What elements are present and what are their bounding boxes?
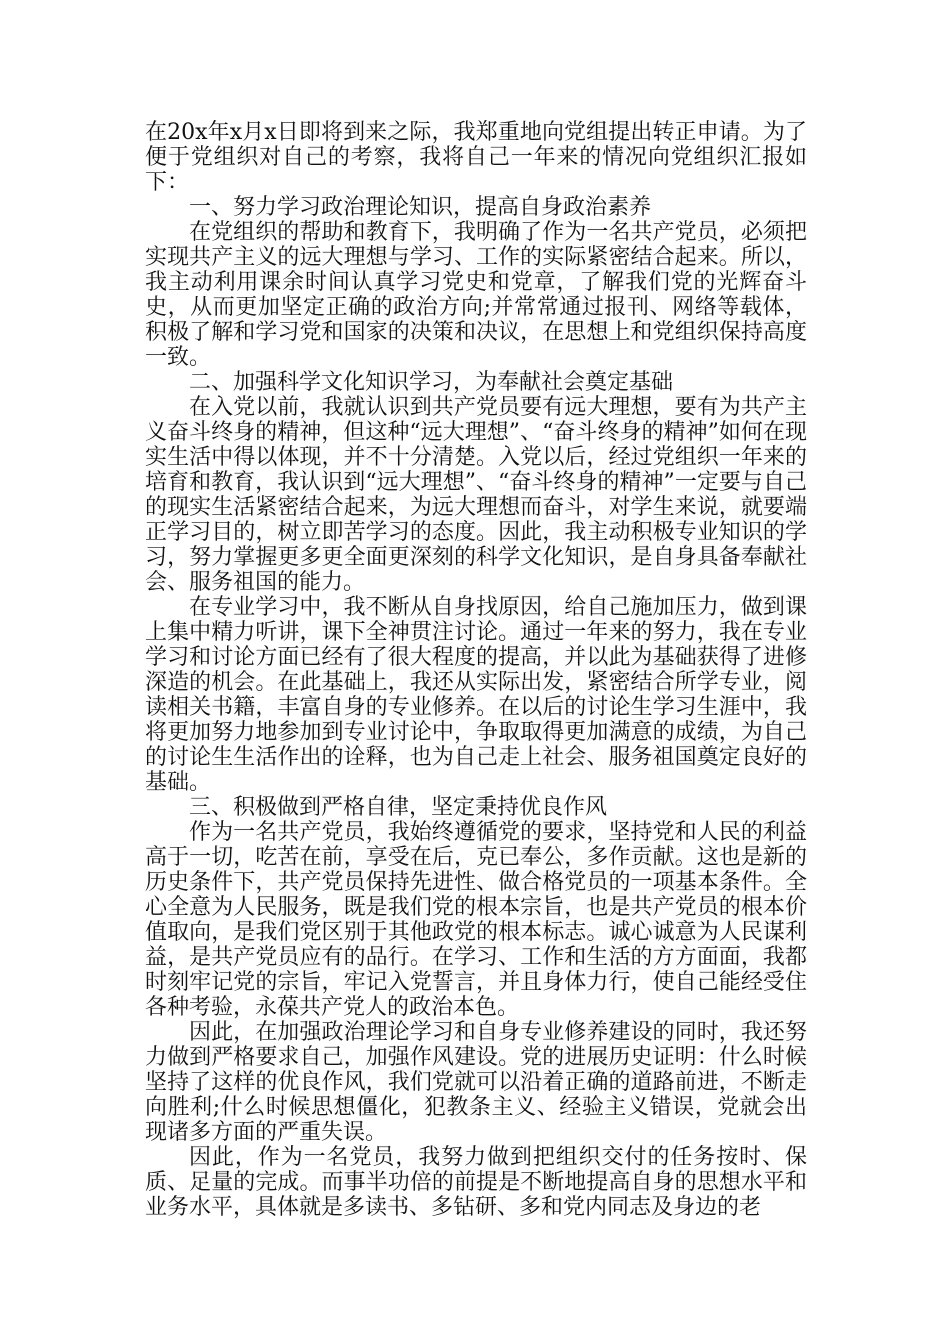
body-paragraph: 因此，在加强政治理论学习和自身专业修养建设的同时，我还努力做到严格要求自己，加强作风建设。党的进展历史证明：什么时候坚持了这样的优良作风，我们党就可以沿着正确的道路前进，不断走向胜利;什么时候思想僵化，犯教条主义、经验主义错误，党就会出现诸多方面的严重失误。	[145, 1020, 807, 1145]
section-heading-3: 三、积极做到严格自律，坚定秉持优良作风	[189, 795, 608, 820]
body-paragraph: 作为一名共产党员，我始终遵循党的要求，坚持党和人民的利益高于一切，吃苦在前，享受在后，克已奉公，多作贡献。这也是新的历史条件下，共产党员保持先进性、做合格党员的一项基本条件。全心全意为人民服务，既是我们党的根本宗旨，也是共产党员的根本价值取向，是我们党区别于其他政党的根本标志。诚心诚意为人民谋利益，是共产党员应有的品行。在学习、工作和生活的方方面面，我都时刻牢记党的宗旨，牢记入党誓言，并且身体力行，使自己能经受住各种考验，永葆共产党人的政治本色。	[145, 820, 807, 1020]
section-heading-1: 一、努力学习政治理论知识，提高自身政治素养	[189, 195, 652, 220]
intro-paragraph: 在20x年x月x日即将到来之际，我郑重地向党组提出转正申请。为了便于党组织对自己的考察，我将自己一年来的情况向党组织汇报如下：	[145, 120, 807, 195]
body-paragraph: 在入党以前，我就认识到共产党员要有远大理想，要有为共产主义奋斗终身的精神，但这种“远大理想”、“奋斗终身的精神”如何在现实生活中得以体现，并不十分清楚。入党以后，经过党组织一年来的培育和教育，我认识到“远大理想”、“奋斗终身的精神”一定要与自己的现实生活紧密结合起来，为远大理想而奋斗，对学生来说，就要端正学习目的，树立即苦学习的态度。因此，我主动积极专业知识的学习，努力掌握更多更全面更深刻的科学文化知识，是自身具备奉献社会、服务祖国的能力。	[145, 395, 807, 595]
section-heading-2: 二、加强科学文化知识学习，为奉献社会奠定基础	[189, 370, 674, 395]
document-page	[145, 120, 807, 1220]
body-paragraph: 在党组织的帮助和教育下，我明确了作为一名共产党员，必须把实现共产主义的远大理想与学习、工作的实际紧密结合起来。所以，我主动利用课余时间认真学习党史和党章，了解我们党的光辉奋斗史，从而更加坚定正确的政治方向;并常常通过报刊、网络等载体，积极了解和学习党和国家的决策和决议，在思想上和党组织保持高度一致。	[145, 220, 807, 370]
body-paragraph: 在专业学习中，我不断从自身找原因，给自己施加压力，做到课上集中精力听讲，课下全神贯注讨论。通过一年来的努力，我在专业学习和讨论方面已经有了很大程度的提高，并以此为基础获得了进修深造的机会。在此基础上，我还从实际出发，紧密结合所学专业，阅读相关书籍，丰富自身的专业修养。在以后的讨论生学习生涯中，我将更加努力地参加到专业讨论中，争取取得更加满意的成绩，为自己的讨论生生活作出的诠释，也为自己走上社会、服务祖国奠定良好的基础。	[145, 595, 807, 795]
body-paragraph: 因此，作为一名党员，我努力做到把组织交付的任务按时、保质、足量的完成。而事半功倍的前提是不断地提高自身的思想水平和业务水平，具体就是多读书、多钻研、多和党内同志及身边的老	[145, 1145, 807, 1220]
